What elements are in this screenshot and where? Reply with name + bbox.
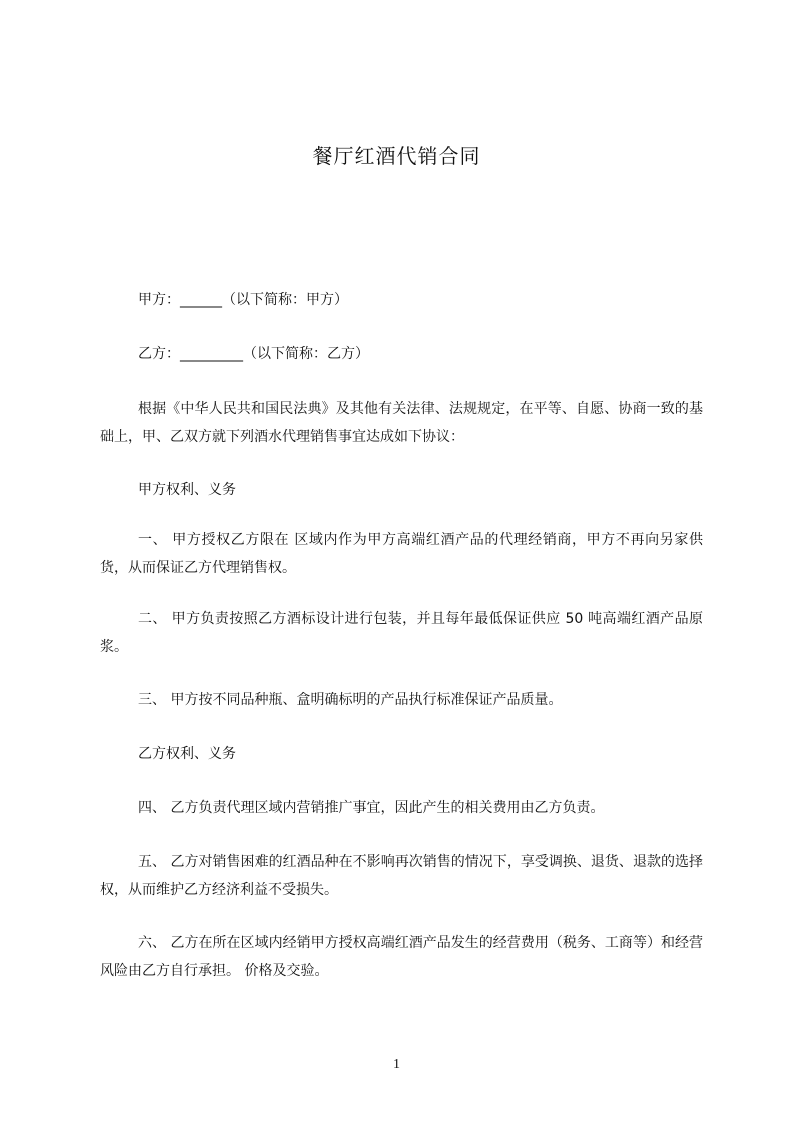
clause-6: 六、 乙方在所在区域内经销甲方授权高端红酒产品发生的经营费用（税务、工商等）和经营风险由乙方自行承担。 价格及交验。 <box>100 935 703 979</box>
page-number: 1 <box>393 1057 400 1072</box>
clause-2: 二、 甲方负责按照乙方酒标设计进行包装，并且每年最低保证供应 50 吨高端红酒产品原浆。 <box>100 611 703 655</box>
clause-3: 三、 甲方按不同品种瓶、盒明确标明的产品执行标准保证产品质量。 <box>138 692 563 708</box>
party-b-line: 乙方：_________（以下简称：乙方） <box>138 346 369 362</box>
section-b-heading: 乙方权利、义务 <box>138 746 236 762</box>
clause-5: 五、 乙方对销售困难的红酒品种在不影响再次销售的情况下，享受调换、退货、退款的选择权，从而维护乙方经济利益不受损失。 <box>100 854 703 898</box>
intro-paragraph: 根据《中华人民共和国民法典》及其他有关法律、法规规定，在平等、自愿、协商一致的基础上，甲、乙双方就下列酒水代理销售事宜达成如下协议： <box>100 401 703 445</box>
section-a-heading: 甲方权利、义务 <box>138 482 236 498</box>
party-a-line: 甲方：______（以下简称：甲方） <box>138 292 348 308</box>
clause-4: 四、 乙方负责代理区域内营销推广事宜，因此产生的相关费用由乙方负责。 <box>138 800 605 816</box>
clause-1: 一、 甲方授权乙方限在 区域内作为甲方高端红酒产品的代理经销商，甲方不再向另家供货，从而保证乙方代理销售权。 <box>100 532 703 576</box>
page-title: 餐厅红酒代销合同 <box>312 144 481 168</box>
